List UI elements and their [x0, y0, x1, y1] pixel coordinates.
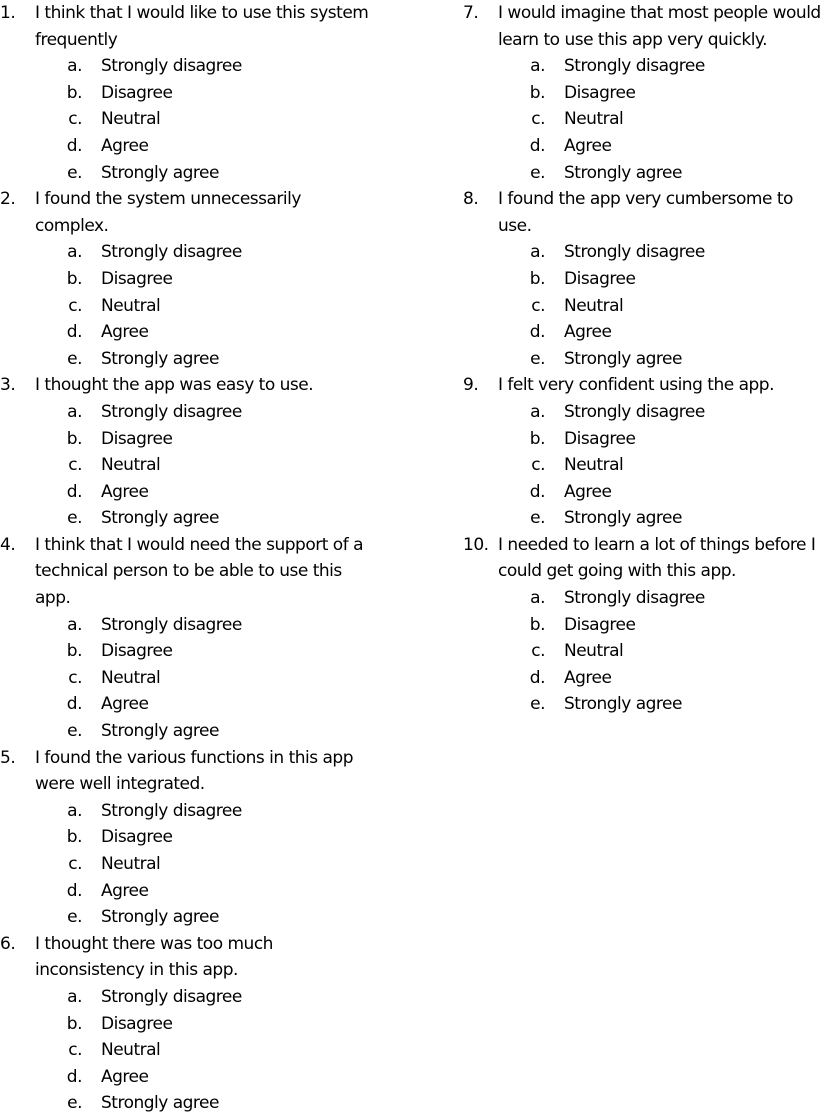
option-letter: a. — [530, 401, 545, 422]
answer-option — [0, 851, 375, 878]
option-label: Strongly disagree — [101, 614, 242, 635]
option-label: Agree — [564, 667, 612, 688]
answer-options — [0, 798, 375, 931]
option-label: Disagree — [101, 1013, 173, 1034]
answer-option — [463, 426, 829, 453]
option-letter: c. — [531, 455, 545, 476]
option-letter: a. — [67, 986, 82, 1007]
answer-option — [0, 718, 375, 745]
option-label: Strongly disagree — [101, 242, 242, 263]
option-letter: a. — [530, 242, 545, 263]
option-label: Strongly agree — [101, 1093, 219, 1114]
option-label: Strongly agree — [101, 721, 219, 742]
option-letter: b. — [529, 614, 545, 635]
answer-option — [463, 638, 829, 665]
question-number: 1. — [0, 3, 16, 23]
option-letter: c. — [531, 109, 545, 130]
option-letter: d. — [66, 880, 82, 901]
option-label: Strongly disagree — [564, 401, 705, 422]
option-label: Disagree — [101, 827, 173, 848]
option-letter: b. — [66, 827, 82, 848]
question — [0, 532, 375, 612]
option-label: Disagree — [101, 268, 173, 289]
option-label: Strongly agree — [101, 348, 219, 369]
question-number: 3. — [0, 375, 16, 396]
option-label: Strongly disagree — [564, 588, 705, 609]
question-number: 5. — [0, 747, 16, 768]
option-label: Agree — [564, 481, 612, 502]
option-label: Strongly agree — [101, 907, 219, 928]
option-letter: d. — [529, 135, 545, 156]
question-number: 9. — [463, 375, 479, 396]
question-text: I thought there was too much inconsistency in this app. — [35, 933, 273, 981]
option-letter: e. — [67, 1093, 82, 1114]
option-letter: d. — [66, 481, 82, 502]
answer-options — [463, 399, 829, 532]
question — [463, 186, 829, 239]
question-block — [0, 745, 375, 931]
answer-options — [463, 585, 829, 718]
answer-options — [0, 612, 375, 745]
option-label: Agree — [101, 322, 149, 343]
option-label: Disagree — [101, 428, 173, 449]
question-number: 7. — [463, 3, 479, 23]
option-letter: d. — [529, 667, 545, 688]
option-label: Strongly agree — [101, 508, 219, 529]
answer-option — [0, 904, 375, 931]
answer-option — [0, 133, 375, 160]
question-block — [0, 532, 375, 745]
option-letter: a. — [67, 614, 82, 635]
answer-options — [0, 53, 375, 186]
question — [463, 372, 829, 399]
question-block — [463, 532, 829, 718]
answer-option — [0, 319, 375, 346]
question-block — [463, 0, 829, 186]
answer-option — [463, 133, 829, 160]
option-letter: b. — [66, 268, 82, 289]
question-text: I think that I would need the support of a technical person to be able to use this app. — [35, 534, 364, 609]
answer-option — [463, 266, 829, 293]
option-label: Strongly disagree — [101, 56, 242, 77]
answer-option — [463, 665, 829, 692]
answer-option — [0, 479, 375, 506]
question-number: 10. — [463, 534, 489, 555]
answer-options — [463, 53, 829, 186]
option-label: Strongly agree — [564, 162, 682, 183]
question-text: I found the various functions in this app were well integrated. — [35, 747, 354, 795]
question-text: I felt very confident using the app. — [498, 375, 774, 396]
option-label: Neutral — [564, 641, 624, 662]
question-block — [0, 0, 375, 186]
option-label: Disagree — [564, 428, 636, 449]
answer-option — [0, 106, 375, 133]
answer-option — [0, 426, 375, 453]
option-letter: c. — [531, 641, 545, 662]
option-letter: e. — [67, 348, 82, 369]
option-label: Strongly agree — [564, 348, 682, 369]
question-text: I would imagine that most people would learn to use this app very quickly. — [498, 3, 821, 50]
option-letter: c. — [68, 295, 82, 316]
option-letter: b. — [529, 82, 545, 103]
option-letter: d. — [529, 481, 545, 502]
answer-option — [0, 266, 375, 293]
question — [463, 532, 829, 585]
answer-option — [0, 984, 375, 1011]
answer-option — [0, 80, 375, 107]
option-letter: e. — [530, 162, 545, 183]
answer-option — [0, 1011, 375, 1038]
option-letter: c. — [68, 854, 82, 874]
option-letter: b. — [529, 428, 545, 449]
option-letter: b. — [66, 428, 82, 449]
option-label: Agree — [101, 880, 149, 901]
question-block — [0, 931, 375, 1117]
option-letter: d. — [66, 135, 82, 156]
option-label: Strongly disagree — [101, 986, 242, 1007]
option-letter: e. — [530, 348, 545, 369]
option-letter: d. — [66, 1066, 82, 1087]
option-label: Agree — [564, 135, 612, 156]
option-letter: c. — [68, 1040, 82, 1061]
questionnaire-right-column — [463, 0, 829, 718]
question — [463, 0, 829, 53]
option-letter: b. — [529, 268, 545, 289]
question-block — [463, 186, 829, 372]
option-label: Agree — [101, 1066, 149, 1087]
answer-options — [0, 399, 375, 532]
option-label: Strongly agree — [564, 508, 682, 529]
option-label: Strongly disagree — [101, 800, 242, 821]
answer-options — [463, 239, 829, 372]
option-letter: d. — [66, 322, 82, 343]
option-label: Strongly disagree — [564, 242, 705, 263]
question-number: 8. — [463, 189, 479, 210]
option-letter: e. — [67, 508, 82, 529]
option-letter: c. — [68, 667, 82, 688]
option-label: Disagree — [101, 82, 173, 103]
answer-option — [463, 346, 829, 373]
option-label: Strongly disagree — [564, 56, 705, 77]
answer-option — [463, 239, 829, 266]
question-number: 2. — [0, 189, 16, 210]
question-text: I needed to learn a lot of things before I could get going with this app. — [498, 534, 816, 582]
option-letter: a. — [67, 56, 82, 77]
option-letter: d. — [66, 694, 82, 715]
answer-option — [463, 293, 829, 320]
answer-option — [0, 878, 375, 905]
question-number: 4. — [0, 534, 16, 555]
option-letter: a. — [530, 56, 545, 77]
option-letter: b. — [66, 82, 82, 103]
questionnaire-left-column — [0, 0, 375, 1117]
option-label: Agree — [101, 694, 149, 715]
option-letter: a. — [67, 401, 82, 422]
option-label: Disagree — [101, 641, 173, 662]
option-label: Neutral — [564, 109, 624, 130]
answer-option — [463, 53, 829, 80]
option-letter: b. — [66, 1013, 82, 1034]
answer-option — [0, 638, 375, 665]
option-label: Agree — [101, 481, 149, 502]
answer-option — [0, 1090, 375, 1117]
answer-option — [0, 160, 375, 187]
question — [0, 931, 375, 984]
option-label: Neutral — [101, 109, 161, 130]
option-label: Neutral — [564, 455, 624, 476]
option-letter: d. — [529, 322, 545, 343]
option-label: Neutral — [101, 667, 161, 688]
question-text: I found the system unnecessarily complex. — [35, 189, 301, 236]
answer-option — [463, 80, 829, 107]
question — [0, 0, 375, 53]
option-label: Strongly agree — [101, 162, 219, 183]
answer-option — [0, 824, 375, 851]
answer-option — [463, 691, 829, 718]
answer-option — [463, 505, 829, 532]
answer-option — [0, 798, 375, 825]
option-label: Disagree — [564, 614, 636, 635]
option-label: Neutral — [101, 295, 161, 316]
option-letter: e. — [67, 162, 82, 183]
answer-option — [463, 319, 829, 346]
question-text: I think that I would like to use this system frequently — [35, 3, 369, 50]
question — [0, 186, 375, 239]
question-number: 6. — [0, 933, 16, 954]
option-letter: e. — [530, 694, 545, 715]
answer-options — [0, 984, 375, 1117]
answer-option — [463, 585, 829, 612]
answer-option — [463, 106, 829, 133]
option-letter: e. — [67, 907, 82, 928]
answer-option — [0, 293, 375, 320]
answer-option — [463, 399, 829, 426]
option-label: Strongly agree — [564, 694, 682, 715]
option-letter: c. — [68, 109, 82, 130]
question-block — [0, 186, 375, 372]
option-label: Disagree — [564, 82, 636, 103]
answer-option — [0, 346, 375, 373]
option-label: Agree — [564, 322, 612, 343]
answer-option — [0, 452, 375, 479]
answer-option — [0, 665, 375, 692]
option-label: Agree — [101, 135, 149, 156]
option-letter: c. — [68, 455, 82, 476]
option-letter: e. — [530, 508, 545, 529]
answer-option — [463, 479, 829, 506]
option-label: Neutral — [101, 455, 161, 476]
option-letter: b. — [66, 641, 82, 662]
answer-option — [0, 1064, 375, 1091]
option-label: Neutral — [101, 1040, 161, 1061]
answer-option — [463, 452, 829, 479]
option-label: Neutral — [564, 295, 624, 316]
answer-option — [463, 160, 829, 187]
option-letter: a. — [67, 242, 82, 263]
question-text: I thought the app was easy to use. — [35, 375, 314, 396]
option-letter: a. — [67, 800, 82, 821]
option-letter: a. — [530, 588, 545, 609]
answer-option — [0, 612, 375, 639]
answer-options — [0, 239, 375, 372]
question-block — [0, 372, 375, 532]
option-letter: e. — [67, 721, 82, 742]
answer-option — [0, 53, 375, 80]
option-letter: c. — [531, 295, 545, 316]
option-label: Disagree — [564, 268, 636, 289]
option-label: Strongly disagree — [101, 401, 242, 422]
question — [0, 372, 375, 399]
answer-option — [0, 399, 375, 426]
option-label: Neutral — [101, 854, 161, 874]
answer-option — [0, 691, 375, 718]
question — [0, 745, 375, 798]
answer-option — [0, 505, 375, 532]
answer-option — [0, 1037, 375, 1064]
answer-option — [0, 239, 375, 266]
answer-option — [463, 612, 829, 639]
question-text: I found the app very cumbersome to use. — [498, 189, 793, 236]
question-block — [463, 372, 829, 532]
